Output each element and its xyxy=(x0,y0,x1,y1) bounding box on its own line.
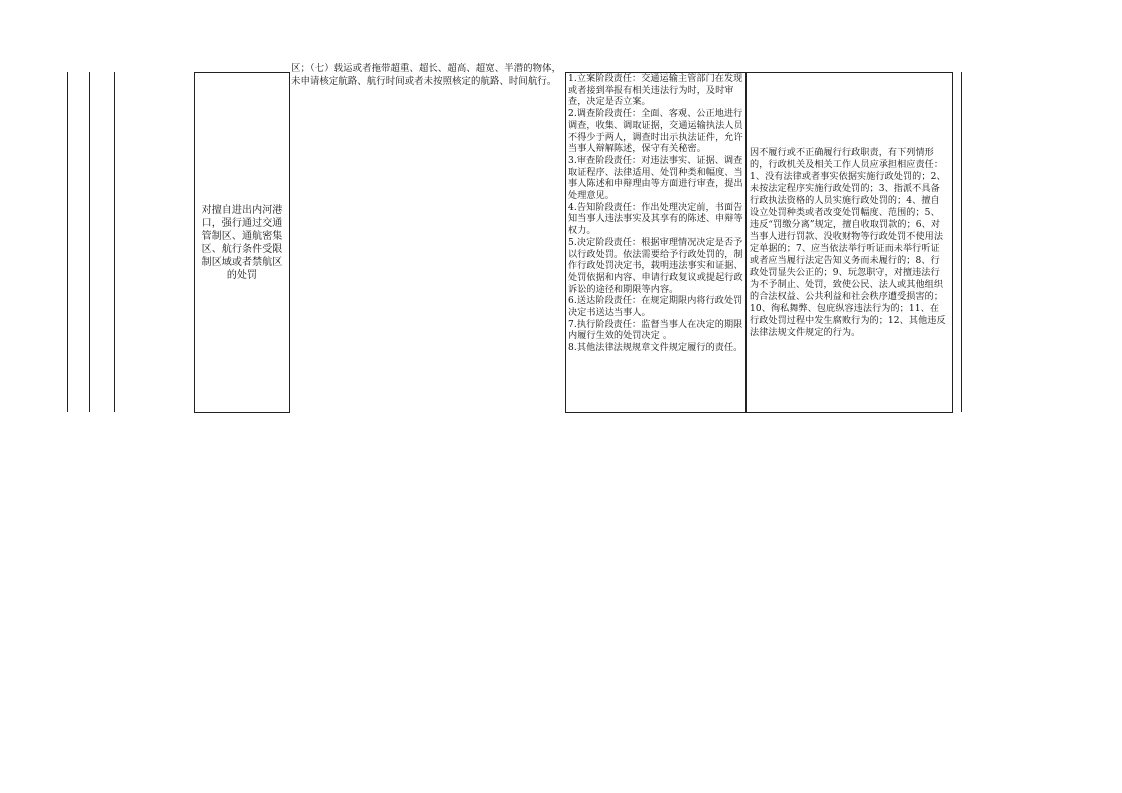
legal-basis-cell xyxy=(290,63,565,113)
column-divider xyxy=(114,72,115,412)
column-divider xyxy=(67,72,68,412)
accountability-cell xyxy=(746,72,953,413)
responsibility-cell: 1.立案阶段责任：交通运输主管部门在发现或者接到举报有相关违法行为时，及时审查，决定是否立案。 2.调查阶段责任：全面、客观、公正地进行调查，收集、调取证据，交通运输执法人员不得少于两人，调查时出示执法证件，允许当事人辩解陈述，保守有关秘密。 3.审查阶段责任：对违法事实、证据、调查取证程序、法律适用、处罚种类和幅度、当事人陈述和申辩理由等方面进行审查，提出处理意见。 4.告知阶段责任：作出处理决定前，书面告知当事人违法事实及其享有的陈述、申辩等权力。 5.决定阶段责任：根据审理情况决定是否予以行政处罚。依法需要给予行政处罚的，制作行政处罚决定书，载明违法事实和证据、处罚依据和内容、申请行政复议或提起行政诉讼的途径和期限等内容。 6.送达阶段责任：在规定期限内将行政处罚决定书送达当事人。 7.执行阶段责任：监督当事人在决定的期限内履行生效的处罚决定 。 8.其他法律法规规章文件规定履行的责任。 xyxy=(565,72,746,413)
item-name-cell xyxy=(194,72,290,413)
column-divider xyxy=(89,72,90,412)
accountability-text: 因不履行或不正确履行行政职责，有下列情形的，行政机关及相关工作人员应承担相应责任：1、没有法律或者事实依据实施行政处罚的；2、未按法定程序实施行政处罚的；3、指派不具备行政执法资格的人员实施行政处罚的；4、擅自设立处罚种类或者改变处罚幅度、范围的；5、违反“罚缴分离”规定，擅自收取罚款的；6、对当事人进行罚款、没收财物等行政处罚不使用法定单据的；7、应当依法举行听证而未举行听证或者应当履行法定告知义务而未履行的；8、行政处罚显失公正的；9、玩忽职守，对擅违法行为不予制止、处罚，致使公民、法人或其他组织的合法权益、公共利益和社会秩序遭受损害的；10、徇私舞弊、包庇纵容违法行为的；11、在行政处罚过程中发生腐败行为的；12、其他违反法律法规文件规定的行为。 xyxy=(750,147,946,338)
column-divider xyxy=(961,72,962,412)
legal-basis-text: 区；（七）载运或者拖带超重、超长、超高、超宽、半潜的物体，未申请核定航路、航行时间或者未按照核定的航路、时间航行。 xyxy=(291,63,562,87)
item-name-text: 对擅自进出内河港口，强行通过交通管制区、通航密集区、航行条件受限制区域或者禁航区的处罚 xyxy=(201,204,283,281)
